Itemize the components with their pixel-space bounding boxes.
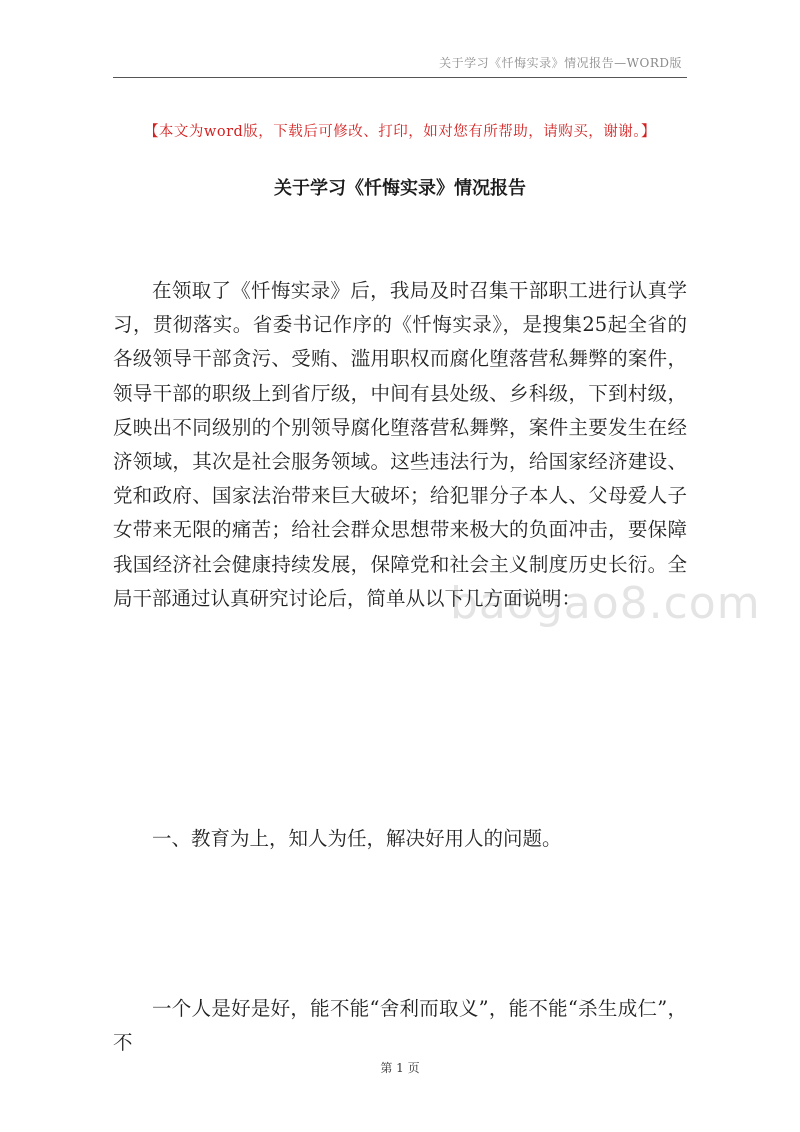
body-paragraph-continued: 一个人是好是好，能不能“舍利而取义”，能不能“杀生成仁”，不	[113, 997, 687, 1055]
running-header: 关于学习《忏悔实录》情况报告—WORD版	[439, 56, 682, 70]
section-heading-1: 一、教育为上，知人为任，解决好用人的问题。	[152, 827, 562, 850]
body-paragraph-intro: 在领取了《忏悔实录》后，我局及时召集干部职工进行认真学习，贯彻落实。省委书记作序的《忏悔实录》，是搜集25起全省的各级领导干部贪污、受贿、滥用职权而腐化堕落营私舞弊的案件，领导干部的职级上到省厅级，中间有县处级、乡科级，下到村级，反映出不同级别的个别领导腐化堕落营私舞弊，案件主要发生在经济领域，其次是社会服务领域。这些违法行为，给国家经济建设、党和政府、国家法治带来巨大破坏；给犯罪分子本人、父母爱人子女带来无限的痛苦；给社会群众思想带来极大的负面冲击，要保障我国经济社会健康持续发展，保障党和社会主义制度历史长衍。全局干部通过认真研究讨论后，简单从以下几方面说明：	[113, 279, 687, 610]
document-title: 关于学习《忏悔实录》情况报告	[274, 178, 526, 199]
page-number: 第 1 页	[380, 1061, 420, 1075]
purchase-notice: 【本文为word版，下载后可修改、打印，如对您有所帮助，请购买，谢谢。】	[143, 124, 657, 140]
watermark: baogao8.com	[450, 578, 761, 629]
header-divider	[113, 77, 687, 78]
